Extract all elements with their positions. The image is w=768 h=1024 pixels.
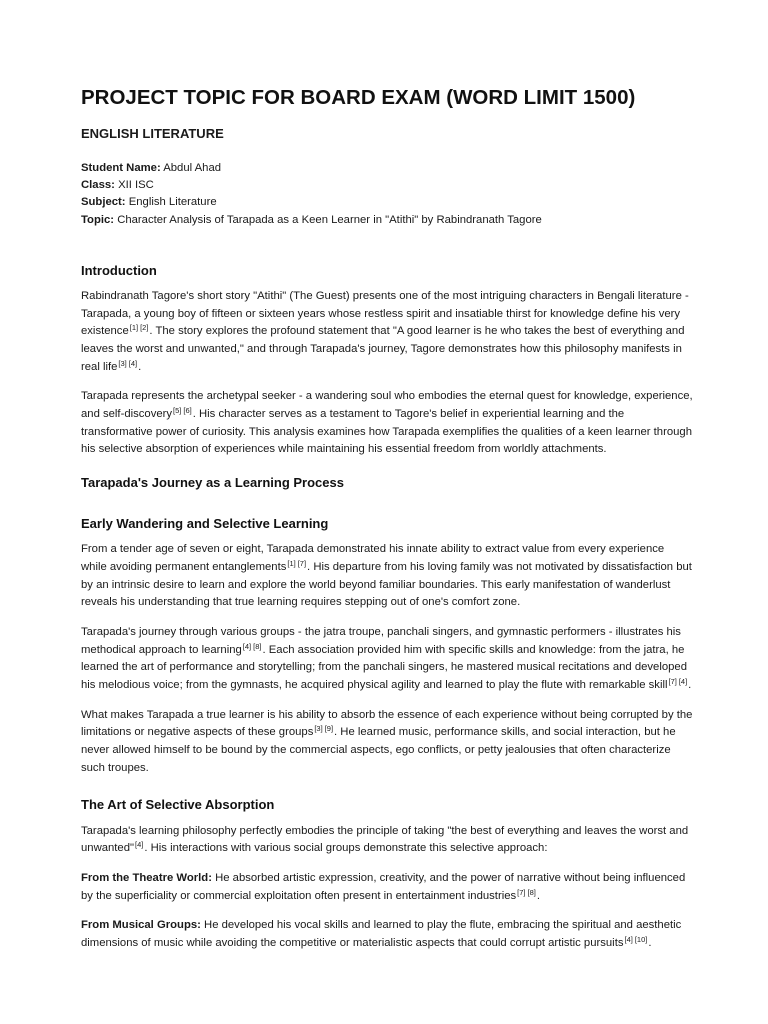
page-title: PROJECT TOPIC FOR BOARD EXAM (WORD LIMIT 1500) [81, 86, 636, 109]
paragraph-text: . He learned music, performance skills, and social interaction, but he never allowed himself to be bound by the commercial aspects, ego conflicts, or petty jealousies that often characterize such troupes. [81, 726, 676, 774]
paragraph-text: What makes Tarapada a true learner is his ability to absorb the essence of each experience without being corrupted by the limitations or negative aspects of these groups [81, 708, 693, 739]
subject-heading: ENGLISH LITERATURE [81, 126, 224, 141]
paragraph-text: . [138, 360, 142, 373]
section-heading-introduction: Introduction [81, 262, 157, 278]
citation-link[interactable]: [4] [624, 935, 633, 945]
citation-link[interactable]: [7] [668, 677, 677, 687]
paragraph-text: . [648, 937, 652, 950]
citation-link[interactable]: [4] [678, 677, 688, 687]
student-name-value: Abdul Ahad [163, 162, 222, 174]
paragraph-lead-label: From Musical Groups: [81, 919, 201, 932]
class-value: XII ISC [118, 179, 154, 192]
student-details [81, 160, 693, 229]
paragraph-text: He developed his vocal skills and learned to play the flute, embracing the spiritual and aesthetic dimensions of music while avoiding the competitive or materialistic aspects that could corrupt artistic pursuits [81, 919, 682, 950]
paragraph-text: From a tender age of seven or eight, Tarapada demonstrated his innate ability to extract value from every experience while avoiding permanent entanglements [81, 543, 665, 573]
student-name-label: Student Name: [81, 162, 161, 174]
citation-link[interactable]: [10] [634, 935, 648, 945]
section-heading-journey: Tarapada's Journey as a Learning Process [81, 475, 344, 491]
paragraph [81, 388, 693, 459]
citation-link[interactable]: [1] [129, 323, 139, 333]
citation-link[interactable]: [4] [128, 358, 138, 368]
citation-link[interactable]: [7] [517, 887, 526, 897]
paragraph-text: . His interactions with various social groups demonstrate this selective approach: [144, 842, 548, 855]
topic-value: Character Analysis of Tarapada as a Keen Learner in "Atithi" by Rabindranath Tagore [117, 213, 542, 226]
paragraph [81, 288, 693, 377]
paragraph [81, 624, 693, 695]
citation-link[interactable]: [6] [183, 406, 192, 416]
paragraph-text: Rabindranath Tagore's short story "Atithi" (The Guest) presents one of the most intriguing characters in Bengali literature - Tarapada, a young boy of fifteen or sixteen years whose restless spirit and insatiable thirst for knowledge define his very existence [81, 289, 689, 338]
paragraph [81, 707, 693, 778]
paragraph-text: . Each association provided him with specific skills and knowledge: from the jatra, he learned the art of performance and storytelling; from the panchali singers, he mastered musical recitations and developed his melodious voice; from the gymnasts, he acquired physical agility and learned to play the flute with remarkable skill [81, 643, 687, 692]
subject-line [81, 194, 693, 211]
topic-line [81, 212, 693, 229]
paragraph-text: . The story explores the profound statement that "A good learner is he who takes the best of everything and leaves the worst and unwanted," and through Tarapada's journey, Tagore demonstrates how this philosophy manifests in real life [81, 325, 685, 373]
paragraph-text: . [688, 679, 692, 692]
citation-link[interactable]: [4] [242, 641, 252, 651]
class-line [81, 177, 693, 194]
citation-link[interactable]: [1] [287, 558, 296, 568]
paragraph [81, 917, 693, 952]
paragraph-text: He absorbed artistic expression, creativity, and the power of narrative without being influenced by the superficiality or commercial exploitation often present in entertainment industries [81, 871, 686, 902]
paragraph [81, 870, 693, 905]
paragraph-lead-label: From the Theatre World: [81, 871, 212, 884]
citation-link[interactable]: [7] [297, 558, 307, 568]
citation-link[interactable]: [9] [324, 724, 334, 734]
paragraph [81, 823, 693, 858]
topic-label: Topic: [81, 213, 115, 226]
paragraph-text: Tarapada's learning philosophy perfectly embodies the principle of taking "the best of everything and leaves the worst and unwanted" [81, 824, 689, 855]
document-content [81, 84, 693, 953]
paragraph-text: . His departure from his loving family was not motivated by dissatisfaction but by an intrinsic desire to learn and explore the world beyond familiar boundaries. This early manifestation of wanderlust reveals his understanding that true learning requires stepping out of one's comfort zone. [81, 560, 692, 609]
citation-link[interactable]: [5] [173, 406, 182, 416]
citation-link[interactable]: [8] [527, 887, 536, 897]
citation-link[interactable]: [4] [135, 840, 144, 850]
citation-link[interactable]: [2] [140, 323, 149, 333]
paragraph-text: Tarapada represents the archetypal seeker - a wandering soul who embodies the eternal quest for knowledge, experience, and self-discovery [81, 390, 693, 421]
paragraph-text: . [536, 889, 540, 902]
subject-value: English Literature [128, 196, 217, 209]
subsection-heading-selective-absorption: The Art of Selective Absorption [81, 796, 275, 812]
class-label: Class: [81, 179, 115, 192]
citation-link[interactable]: [3] [314, 724, 323, 734]
subsection-heading-early-wandering: Early Wandering and Selective Learning [81, 516, 329, 532]
paragraph [81, 541, 693, 612]
citation-link[interactable]: [8] [253, 641, 262, 651]
student-name-line [81, 160, 693, 177]
subject-label: Subject: [81, 196, 126, 209]
paragraph-text: . His character serves as a testament to Tagore's belief in experiential learning and the transformative power of curiosity. This analysis examines how Tarapada exemplifies the qualities of a keen learner through his selective absorption of experiences while maintaining his essential freedom from worldly attachments. [81, 408, 692, 456]
citation-link[interactable]: [3] [118, 358, 127, 368]
paragraph-text: Tarapada's journey through various groups - the jatra troupe, panchali singers, and gymnastic performers - illustrates his methodical approach to learning [81, 625, 681, 656]
